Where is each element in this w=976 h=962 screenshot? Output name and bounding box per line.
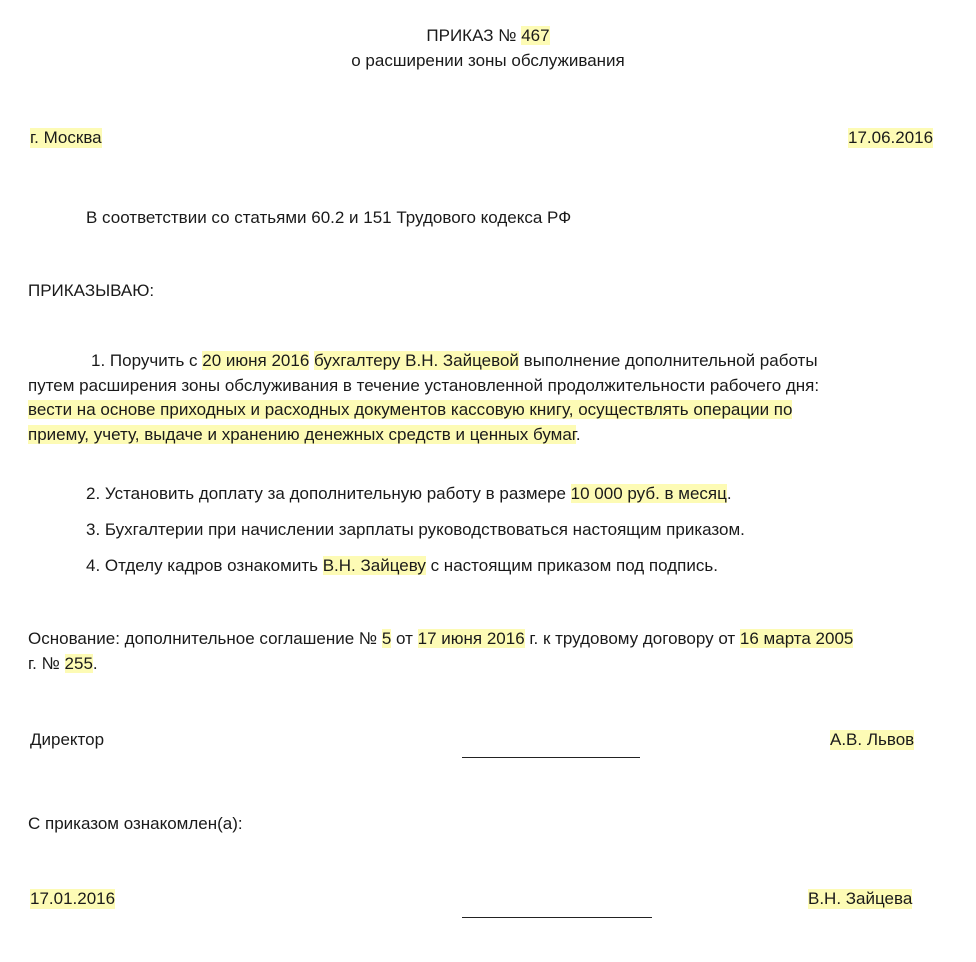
item1-employee: бухгалтеру В.Н. Зайцевой: [314, 351, 519, 370]
director-title: Директор: [30, 730, 105, 749]
director-name: А.В. Львов: [830, 730, 915, 749]
order-item-3: 3. Бухгалтерии при начислении зарплаты руководствоваться настоящим приказом.: [86, 520, 745, 539]
order-subtitle: о расширении зоны обслуживания: [351, 51, 625, 70]
order-title: [0, 26, 976, 46]
item4-employee: В.Н. Зайцеву: [322, 556, 426, 575]
legal-basis: В соответствии со статьями 60.2 и 151 Трудового кодекса РФ: [86, 208, 572, 227]
order-item-2: 2. Установить доплату за дополнительную работу в размере 10 000 руб. в месяц.: [86, 484, 732, 503]
employee-name: В.Н. Зайцева: [808, 889, 913, 908]
director-signature-line: [462, 757, 640, 758]
order-date: 17.06.2016: [848, 128, 934, 147]
order-basis: Основание: дополнительное соглашение № 5 от 17 июня 2016 г. к трудовому договору от 16 марта 2005 г. № 255.: [28, 629, 854, 673]
acknowledgement-date: 17.01.2016: [30, 889, 116, 908]
order-number: 467: [521, 26, 550, 45]
item1-date: 20 июня 2016: [202, 351, 310, 370]
order-word: ПРИКАЗЫВАЮ:: [28, 281, 155, 300]
acquainted-label: С приказом ознакомлен(а):: [28, 814, 243, 833]
order-item-4: 4. Отделу кадров ознакомить В.Н. Зайцеву с настоящим приказом под подпись.: [86, 556, 718, 575]
city: г. Москва: [30, 128, 102, 147]
title-prefix: ПРИКАЗ №: [426, 26, 517, 45]
item1-duties: вести на основе приходных и расходных документов кассовую книгу, осуществлять операции по приему, учету, выдаче и хранению денежных средств и ценных бумаг: [28, 400, 793, 444]
employee-signature-line: [462, 917, 652, 918]
item2-amount: 10 000 руб. в месяц: [570, 484, 727, 503]
order-item-1: 1. Поручить с 20 июня 2016 бухгалтеру В.Н. Зайцевой выполнение дополнительной работы путем расширения зоны обслуживания в течение установленной продолжительности рабочего дня: вести на основе приходных и расходных документов кассовую книгу, осуществлять операции по приему, учету, выдаче и хранению денежных средств и ценных бумаг.: [28, 351, 820, 444]
